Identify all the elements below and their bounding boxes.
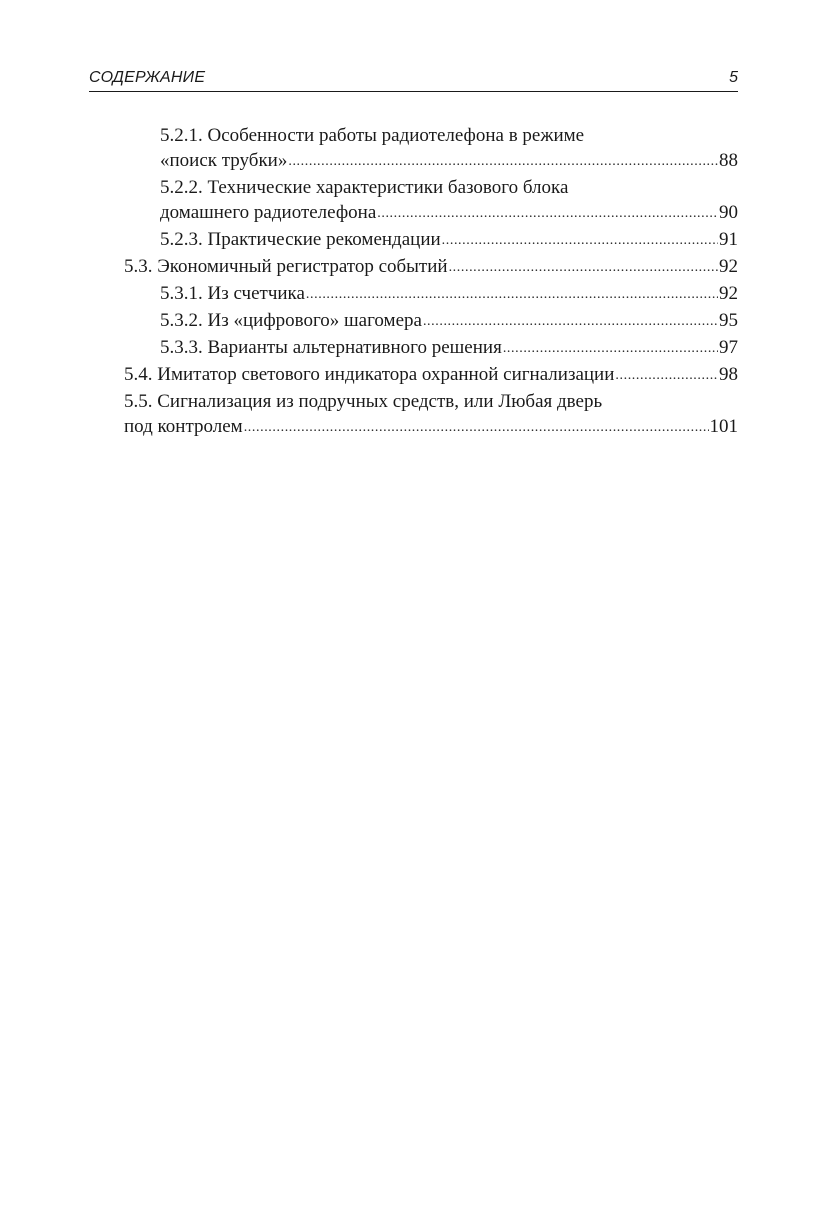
dot-leader: [423, 307, 718, 334]
toc-entry-page: 95: [719, 310, 738, 331]
toc-entry-5-2-3[interactable]: [124, 227, 738, 254]
dot-leader: [442, 226, 718, 253]
toc-entry-title: «поиск трубки»: [160, 150, 288, 171]
section-title: СОДЕРЖАНИЕ: [89, 69, 206, 86]
toc-entry-title: 5.3. Экономичный регистратор событий: [124, 256, 448, 277]
toc-entry-page: 88: [719, 150, 738, 171]
toc-entry-5-3-1[interactable]: [124, 281, 738, 308]
toc-entry-title: домашнего радиотелефона: [160, 202, 377, 223]
dot-leader: [244, 413, 709, 440]
dot-leader: [288, 147, 718, 174]
toc-entry-5-5[interactable]: [124, 389, 738, 441]
toc-entry-title: 5.2.3. Практические рекомендации: [160, 229, 441, 250]
toc-entry-page: 91: [719, 229, 738, 250]
dot-leader: [615, 361, 718, 388]
dot-leader: [377, 199, 718, 226]
toc-entry-page: 97: [719, 337, 738, 358]
toc-entry-5-2-1[interactable]: [124, 123, 738, 175]
toc-entry-5-4[interactable]: [124, 362, 738, 389]
toc-entry-title-line: 5.5. Сигнализация из подручных средств, или Любая дверь: [124, 391, 603, 412]
dot-leader: [503, 334, 718, 361]
toc-entry-5-3[interactable]: [124, 254, 738, 281]
toc-entry-title: под контролем: [124, 416, 243, 437]
toc-entry-title: 5.3.1. Из счетчика: [160, 283, 305, 304]
running-header: [89, 67, 738, 92]
toc-entry-title: 5.3.2. Из «цифрового» шагомера: [160, 310, 422, 331]
toc-entry-page: 92: [719, 283, 738, 304]
toc-entry-page: 92: [719, 256, 738, 277]
toc-entry-page: 98: [719, 364, 738, 385]
toc-entry-5-3-2[interactable]: [124, 308, 738, 335]
toc-entry-title: 5.3.3. Варианты альтернативного решения: [160, 337, 502, 358]
toc-entry-title-line: 5.2.1. Особенности работы радиотелефона в режиме: [160, 125, 585, 146]
toc-entry-5-3-3[interactable]: [124, 335, 738, 362]
toc-entry-page: 90: [719, 202, 738, 223]
table-of-contents: [124, 123, 738, 441]
page-number: 5: [729, 69, 738, 86]
dot-leader: [449, 253, 718, 280]
toc-entry-title: 5.4. Имитатор светового индикатора охранной сигнализации: [124, 364, 615, 385]
toc-entry-5-2-2[interactable]: [124, 175, 738, 227]
toc-entry-title-line: 5.2.2. Технические характеристики базового блока: [160, 177, 569, 198]
toc-entry-page: 101: [709, 416, 738, 437]
dot-leader: [306, 280, 718, 307]
